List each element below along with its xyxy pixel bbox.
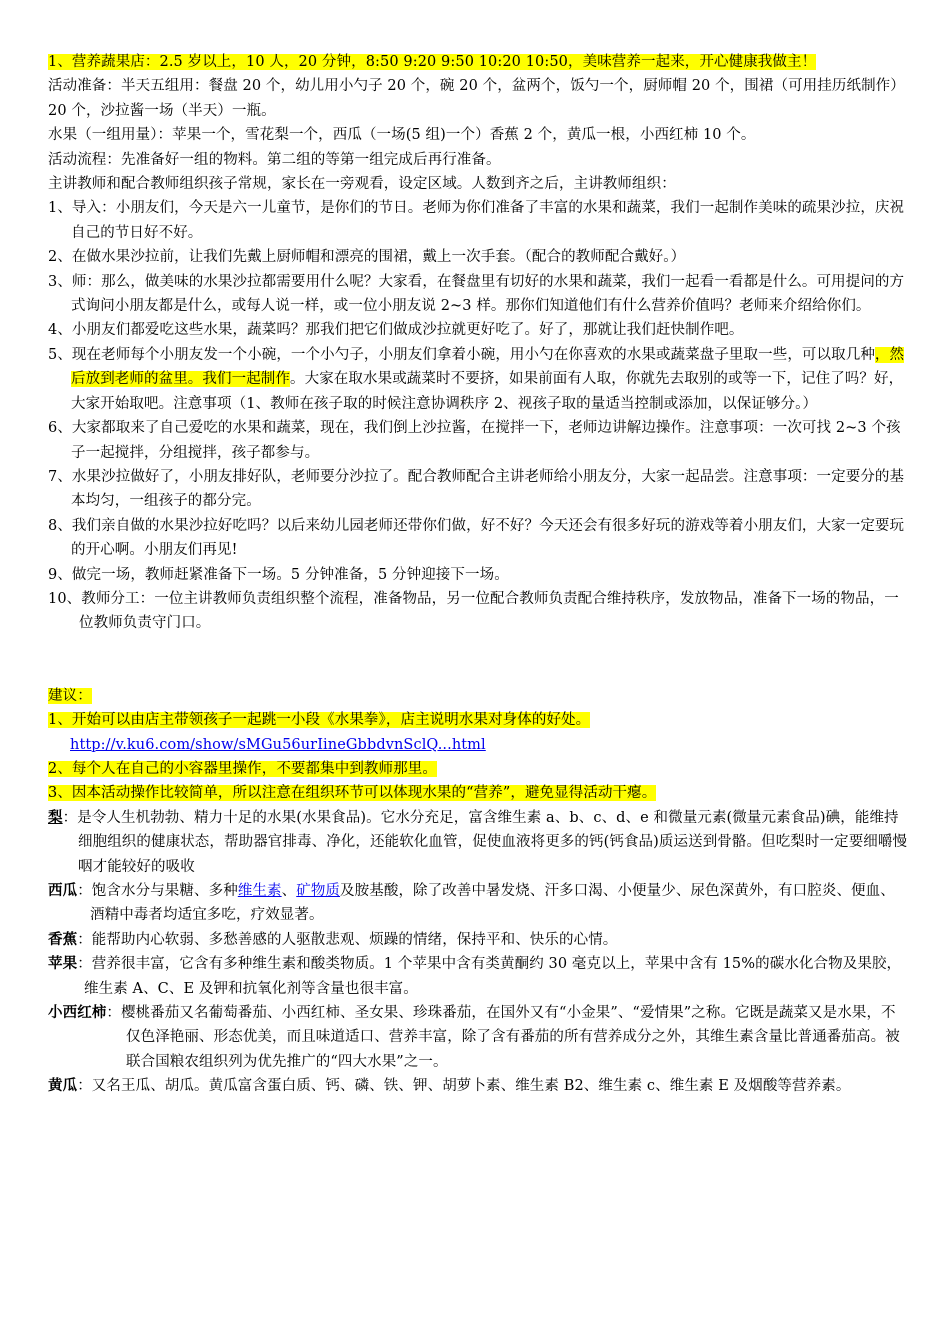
step-1: 1、导入：小朋友们，今天是六一儿童节，是你们的节日。老师为你们准备了丰富的水果和蔬菜，我们一起制作美味的疏果沙拉，庆祝自己的节日好不好。 [48, 200, 905, 241]
suggest-2-text: 2、每个人在自己的小容器里操作，不要都集中到教师那里。 [48, 760, 437, 777]
step-5-part-b: 。大家在取水果或蔬菜时不要挤，如果前面有人取，你就先去取别的或等一下，记住了吗？好，大家开始取吧。注意事项（1、教师在孩子取的时候注意协调秩序 2、视孩子取的量适当控制或添加，以保证够分。） [71, 371, 904, 412]
vitamin-link[interactable]: 维生素 [237, 883, 282, 899]
spacer [48, 636, 908, 684]
step-10: 10、教师分工：一位主讲教师负责组织整个流程，准备物品，另一位配合教师负责配合维持秩序，发放物品，准备下一场的物品，一位教师负责守门口。 [48, 590, 899, 632]
watermelon-separator: 、 [281, 883, 297, 899]
cherry-tomato-text: ：樱桃番茄又名葡萄番茄、小西红柿、圣女果、珍珠番茄，在国外又有“小金果”、“爱情果”之称。它既是蔬菜又是水果，不仅色泽艳丽、形态优美，而且味道适口、营养丰富，除了含有番茄的所有营养成分之外，其维生素含量比普通番茄高。被联合国粮农组织列为优先推广的“四大水果”之一。 [106, 1005, 900, 1070]
fruit-list: 水果（一组用量）：苹果一个，雪花梨一个，西瓜（一场(5 组)一个）香蕉 2 个，黄瓜一根，小西红柿 10 个。 [48, 127, 756, 144]
highlighted-title: 1、营养蔬果店：2.5 岁以上，10 人，20 分钟，8:50 9:20 9:50 10:20 10:50，美味营养一起来，开心健康我做主！ [48, 54, 817, 70]
fact-banana [48, 928, 908, 952]
fact-apple [48, 952, 908, 1001]
apple-text: ：营养很丰富，它含有多种维生素和酸类物质。1 个苹果中含有类黄酮约 30 毫克以上，苹果中含有 15%的碳水化合物及果胶，维生素 A、C、E 及钾和抗氧化剂等含量也很丰富。 [77, 956, 902, 997]
video-link[interactable]: http://v.ku6.com/show/sMGu56urIineGbbdvnSclQ...html [70, 736, 486, 753]
watermelon-text-a: ：饱含水分与果糖、多种 [77, 883, 238, 899]
step-5-part-a: 5、现在老师每个小朋友发一个小碗，一个小勺子，小朋友们拿着小碗，用小勺在你喜欢的水果或蔬菜盘子里取一些，可以取几种 [48, 346, 875, 363]
fact-pear [48, 806, 908, 879]
step-8: 8、我们亲自做的水果沙拉好吃吗？以后来幼儿园老师还带你们做，好不好？今天还会有很多好玩的游戏等着小朋友们，大家一定要玩的开心啊。小朋友们再见! [48, 517, 905, 559]
suggest-1 [48, 708, 908, 732]
organize-note: 主讲教师和配合教师组织孩子常规，家长在一旁观看，设定区域。人数到齐之后，主讲教师组织： [48, 176, 676, 193]
activity-preparation: 活动准备：半天五组用：餐盘 20 个，幼儿用小勺子 20 个，碗 20 个，盆两个，饭勺一个，厨师帽 20 个，围裙（可用挂历纸制作）20 个，沙拉酱一场（半天）一瓶。 [48, 78, 905, 119]
suggest-2 [48, 757, 908, 781]
step-6: 6、大家都取来了自己爱吃的水果和蔬菜，现在，我们倒上沙拉酱，在搅拌一下，老师边讲解边操作。注意事项：一次可找 2~3 个孩子一起搅拌，分组搅拌，孩子都参与。 [48, 420, 901, 461]
step-7: 7、水果沙拉做好了，小朋友排好队，老师要分沙拉了。配合教师配合主讲老师给小朋友分，大家一起品尝。注意事项：一定要分的基本均匀，一组孩子的都分完。 [48, 468, 905, 510]
activity-title [48, 50, 908, 74]
watermelon-term: 西瓜 [48, 882, 78, 899]
step-2: 2、在做水果沙拉前，让我们先戴上厨师帽和漂亮的围裙，戴上一次手套。（配合的教师配合戴好。） [48, 249, 686, 266]
fact-watermelon [48, 879, 908, 928]
document-page [48, 50, 908, 1099]
suggest-heading-text: 建议： [48, 687, 92, 704]
activity-flow: 活动流程：先准备好一组的物料。第二组的等第一组完成后再行准备。 [48, 151, 501, 168]
cucumber-text: ：又名王瓜、胡瓜。黄瓜富含蛋白质、钙、磷、铁、钾、胡萝卜素、维生素 B2、维生素 c、维生素 E 及烟酸等营养素。 [77, 1078, 851, 1095]
suggest-1-text: 1、开始可以由店主带领孩子一起跳一小段《水果拳》，店主说明水果对身体的好处。 [48, 712, 591, 729]
step-3: 3、师：那么，做美味的水果沙拉都需要用什么呢？大家看，在餐盘里有切好的水果和蔬菜，我们一起看一看都是什么。可用提问的方式询问小朋友都是什么，或每人说一样，或一位小朋友说 2~3 样。那你们知道他们有什么营养价值吗？老师来介绍给你们。 [48, 273, 905, 315]
cucumber-term: 黄瓜 [48, 1077, 78, 1095]
step-9: 9、做完一场，教师赶紧准备下一场。5 分钟准备，5 分钟迎接下一场。 [48, 566, 509, 583]
banana-term: 香蕉 [48, 930, 78, 948]
fact-cherry-tomato [48, 1001, 908, 1074]
banana-text: ：能帮助内心软弱、多愁善感的人驱散悲观、烦躁的情绪，保持平和、快乐的心情。 [77, 931, 618, 948]
suggest-3-text: 3、因本活动操作比较简单，所以注意在组织环节可以体现水果的“营养”，避免显得活动干瘪。 [48, 785, 657, 802]
step-5 [48, 343, 908, 416]
suggest-3 [48, 781, 908, 805]
pear-text: ：是令人生机勃勃、精力十足的水果(水果食品)。它水分充足，富含维生素 a、b、c、d、e 和微量元素(微量元素食品)碘，能维持细胞组织的健康状态，帮助器官排毒、净化，还能软化血管，促使血液将更多的钙(钙食品)质运送到骨骼。但吃梨时一定要细嚼慢咽才能较好的吸收 [62, 809, 908, 875]
fact-cucumber [48, 1074, 908, 1098]
video-link-row [48, 733, 908, 757]
cherry-tomato-term: 小西红柿 [48, 1004, 107, 1022]
pear-term: 梨 [48, 808, 63, 826]
watermelon-text-b: 及胺基酸，除了改善中暑发烧、汗多口渴、小便量少、尿色深黄外，有口腔炎、便血、酒精中毒者均适宜多吃，疗效显著。 [90, 883, 895, 924]
apple-term: 苹果 [48, 955, 78, 973]
mineral-link[interactable]: 矿物质 [296, 883, 341, 899]
step-5-highlight: ，然后放到老师的盆里。我们一起制作 [71, 346, 905, 388]
suggest-heading [48, 684, 908, 708]
step-4: 4、小朋友们都爱吃这些水果，蔬菜吗？那我们把它们做成沙拉就更好吃了。好了，那就让我们赶快制作吧。 [48, 322, 744, 339]
